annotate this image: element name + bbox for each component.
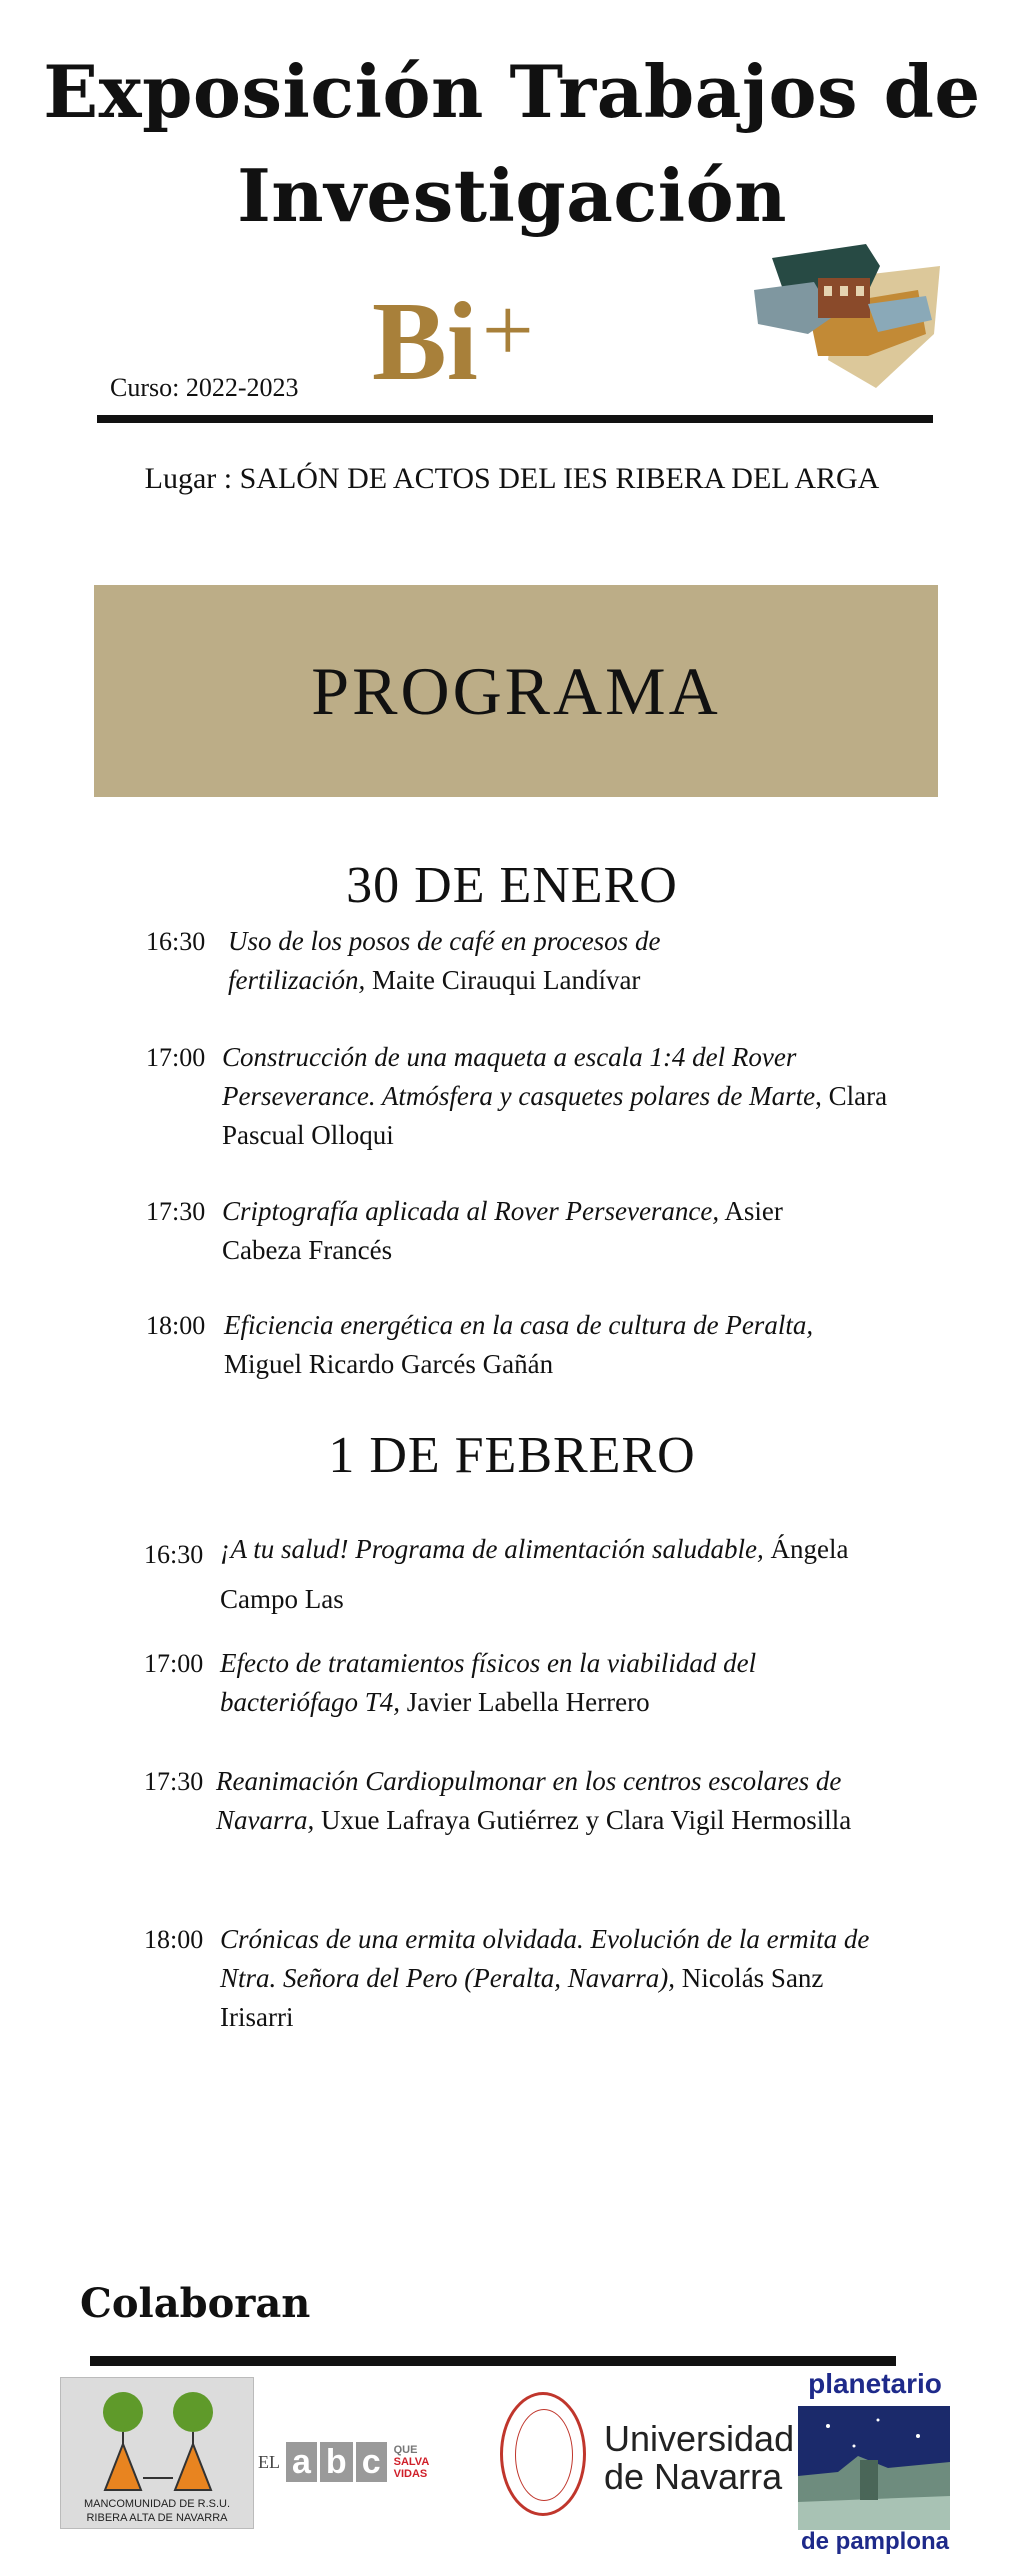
universidad-de-navarra-logo <box>500 2392 800 2522</box>
bi-logo-plus: + <box>481 279 534 381</box>
session-title: Uso de los posos de café en procesos de fertilización, <box>228 926 661 995</box>
abc-vidas: VIDAS <box>393 2468 428 2480</box>
abc-tagline <box>394 2444 430 2480</box>
program-heading: PROGRAMA <box>311 652 721 729</box>
mrsu-caption-2: RIBERA ALTA DE NAVARRA <box>86 2512 228 2524</box>
header-divider <box>97 415 933 423</box>
unav-seal-icon <box>500 2392 586 2516</box>
abc-letter-c: c <box>356 2442 387 2482</box>
session-time: 18:00 <box>144 1925 204 1954</box>
session-item <box>146 1306 846 1384</box>
session-time: 16:30 <box>144 1540 204 1569</box>
collaborators-heading: Colaboran <box>80 2280 311 2327</box>
el-abc-que-salva-vidas-logo <box>258 2440 429 2484</box>
program-banner <box>94 585 938 797</box>
decorative-collage-image <box>748 238 948 388</box>
title-line-2: Investigación <box>237 153 787 238</box>
planetario-top-text: planetario <box>808 2368 942 2399</box>
planetario-de-pamplona-logo <box>796 2368 954 2556</box>
session-title: Criptografía aplicada al Rover Perseverance, <box>222 1196 720 1226</box>
session-authors: Nicolás Sanz Irisarri <box>220 1963 824 2032</box>
session-item <box>144 1920 884 2037</box>
abc-el-text: EL <box>258 2451 280 2472</box>
day-heading: 1 DE FEBRERO <box>328 1427 696 1484</box>
footer-divider <box>90 2356 896 2366</box>
session-time: 18:00 <box>146 1311 206 1340</box>
unav-line-2: de Navarra <box>604 2456 783 2497</box>
session-time: 16:30 <box>146 927 206 956</box>
session-item <box>146 1038 906 1155</box>
session-item <box>146 922 786 1000</box>
session-title: ¡A tu salud! Programa de alimentación saludable, <box>220 1534 764 1564</box>
planetario-night-sky-icon <box>798 2406 950 2530</box>
mrsu-caption-1: MANCOMUNIDAD DE R.S.U. <box>83 2498 231 2510</box>
abc-letter-b: b <box>320 2442 353 2482</box>
session-title: Efecto de tratamientos físicos en la viabilidad del bacteriófago T4, <box>220 1648 757 1717</box>
session-authors: Javier Labella Herrero <box>400 1687 650 1717</box>
session-item <box>144 1644 884 1722</box>
session-title: Crónicas de una ermita olvidada. Evolución de la ermita de Ntra. Señora del Pero (Peralta, Navarra), <box>220 1924 870 1993</box>
session-title: Construcción de una maqueta a escala 1:4 del Rover Perseverance. Atmósfera y casquetes polares de Marte <box>222 1042 816 1111</box>
abc-letter-a: a <box>286 2442 317 2482</box>
session-authors: Ángela Campo Las <box>220 1534 849 1614</box>
bi-plus-logo <box>372 270 534 402</box>
session-title: Eficiencia energética en la casa de cultura de Peralta, <box>224 1310 814 1340</box>
page-title <box>0 40 1024 248</box>
session-item <box>144 1524 904 1624</box>
session-item <box>146 1192 826 1270</box>
session-title: Reanimación Cardiopulmonar en los centros escolares de Navarra, <box>216 1766 842 1835</box>
session-authors: Asier Cabeza Francés <box>222 1196 783 1265</box>
unav-name <box>604 2420 794 2496</box>
session-authors: Maite Cirauqui Landívar <box>365 965 641 995</box>
session-time: 17:30 <box>146 1197 206 1226</box>
abc-salva: SALVA <box>393 2456 430 2468</box>
abc-que: QUE <box>393 2444 418 2456</box>
title-line-1: Exposición Trabajos de <box>43 49 981 134</box>
session-item <box>144 1762 864 1840</box>
mancomunidad-figures-icon <box>61 2378 253 2496</box>
mancomunidad-rsu-logo <box>60 2377 254 2529</box>
session-time: 17:00 <box>144 1649 204 1678</box>
unav-line-1: Universidad <box>604 2418 795 2459</box>
session-time: 17:00 <box>146 1043 206 1072</box>
planetario-bottom-text: de pamplona <box>800 2528 950 2555</box>
venue-text: Lugar : SALÓN DE ACTOS DEL IES RIBERA DEL ARGA <box>144 462 880 495</box>
session-authors: Miguel Ricardo Garcés Gañán <box>224 1349 554 1379</box>
session-time: 17:30 <box>144 1767 204 1796</box>
course-year: Curso: 2022-2023 <box>110 373 299 402</box>
session-authors: , Clara Pascual Olloqui <box>222 1081 888 1150</box>
bi-logo-text: Bi <box>372 280 478 404</box>
day-heading: 30 DE ENERO <box>346 857 678 914</box>
session-authors: Uxue Lafraya Gutiérrez y Clara Vigil Hermosilla <box>314 1805 852 1835</box>
